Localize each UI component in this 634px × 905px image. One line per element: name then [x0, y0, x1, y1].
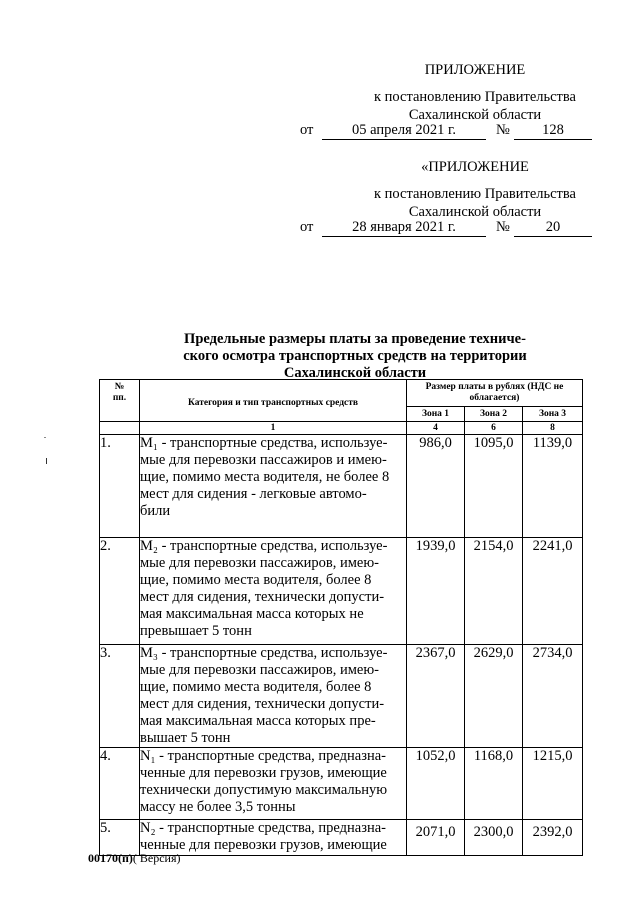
- pp-label: пп.: [112, 393, 127, 403]
- category-line: щие, помимо места водителя, не более 8: [140, 469, 390, 485]
- row-number: 5.: [100, 820, 140, 856]
- index-cell-zone2: 6: [465, 422, 523, 435]
- fee-zone3: 1139,0: [523, 435, 583, 538]
- row-number: 3.: [100, 645, 140, 748]
- col-header-zone3: Зона 3: [523, 407, 583, 422]
- row-number: 4.: [100, 748, 140, 820]
- title-line: Предельные размеры платы за проведение техниче-: [184, 331, 526, 347]
- fee-zone3: 2392,0: [523, 820, 583, 856]
- fee-rows: [100, 435, 583, 856]
- index-cell-zone1: 4: [407, 422, 465, 435]
- appendix-date-row: [300, 122, 596, 142]
- category-line: щие, помимо места водителя, более 8: [140, 679, 372, 695]
- col-header-zone2: Зона 2: [465, 407, 523, 422]
- fee-zone2: 1095,0: [465, 435, 523, 538]
- appendix-resolution-line: к постановлению Правительства: [374, 89, 576, 105]
- category-line: мые для перевозки пассажиров, имею-: [140, 555, 380, 571]
- category-line: мые для перевозки пассажиров, имею-: [140, 662, 380, 678]
- fee-table: [99, 379, 583, 856]
- category-line: вышает 5 тонн: [140, 730, 231, 746]
- row-number: 1.: [100, 435, 140, 538]
- title-line: ского осмотра транспортных средств на территории: [183, 348, 527, 364]
- category-line: мест для сидения, технически допусти-: [140, 696, 385, 712]
- col-header-zone1: Зона 1: [407, 407, 465, 422]
- row-category: [140, 435, 407, 538]
- appendix-title-2: «ПРИЛОЖЕНИЕ: [421, 159, 529, 175]
- category-line: М₂ - транспортные средства, используе-: [140, 538, 388, 554]
- footer: [88, 851, 181, 866]
- scan-speck: [46, 458, 47, 464]
- category-line: мест для сидения, технически допусти-: [140, 589, 385, 605]
- fee-zone2: 2629,0: [465, 645, 523, 748]
- fee-zone1: 2071,0: [407, 820, 465, 856]
- fee-zone2: 2300,0: [465, 820, 523, 856]
- index-cell-zone3: 8: [523, 422, 583, 435]
- index-cell-empty: [100, 422, 140, 435]
- number-sign: №: [496, 219, 510, 235]
- appendix-title: ПРИЛОЖЕНИЕ: [424, 62, 526, 78]
- category-line: массу не более 3,5 тонны: [140, 799, 296, 815]
- fee-zone3: 2734,0: [523, 645, 583, 748]
- category-line: М₁ - транспортные средства, используе-: [140, 435, 388, 451]
- number-sign: №: [496, 122, 510, 138]
- category-line: мые для перевозки пассажиров и имею-: [140, 452, 387, 468]
- table-row: [100, 748, 583, 820]
- resolution-date-2: 28 января 2021 г.: [322, 219, 486, 237]
- fee-zone1: 986,0: [407, 435, 465, 538]
- category-line: мая максимальная масса которых пре-: [140, 713, 376, 729]
- fee-zone1: 1939,0: [407, 538, 465, 645]
- category-line: мест для сидения - легковые автомо-: [140, 486, 367, 502]
- scan-speck: [44, 437, 46, 438]
- footer-version: ( Версия): [132, 851, 181, 865]
- fee-zone2: 2154,0: [465, 538, 523, 645]
- document-title: [140, 331, 570, 382]
- category-line: N₁ - транспортные средства, предназна-: [140, 748, 386, 764]
- table-row: [100, 645, 583, 748]
- resolution-number-2: 20: [514, 219, 592, 237]
- no-sign: №: [114, 382, 125, 392]
- appendix-region-line: Сахалинской области: [408, 107, 542, 123]
- resolution-date: 05 апреля 2021 г.: [322, 122, 486, 140]
- appendix-region-line-2: Сахалинской области: [408, 204, 542, 220]
- col-header-fee: Размер платы в рублях (НДС не облагается): [407, 380, 583, 407]
- ot-label: от: [300, 219, 314, 235]
- fee-zone1: 1052,0: [407, 748, 465, 820]
- row-category: [140, 538, 407, 645]
- category-line: N₂ - транспортные средства, предназна-: [140, 820, 386, 836]
- table-row: [100, 435, 583, 538]
- ot-label: от: [300, 122, 314, 138]
- fee-zone3: 2241,0: [523, 538, 583, 645]
- category-line: мая максимальная масса которых не: [140, 606, 364, 622]
- col-header-no: [100, 380, 140, 422]
- footer-code: 00170(п): [88, 851, 133, 865]
- row-category: [140, 748, 407, 820]
- fee-zone1: 2367,0: [407, 645, 465, 748]
- category-line: технически допустимую максимальную: [140, 782, 388, 798]
- category-line: М₃ - транспортные средства, используе-: [140, 645, 388, 661]
- appendix-resolution-line-2: к постановлению Правительства: [374, 186, 576, 202]
- category-line: щие, помимо места водителя, более 8: [140, 572, 372, 588]
- category-line: ченные для перевозки грузов, имеющие: [140, 837, 387, 853]
- resolution-number: 128: [514, 122, 592, 140]
- appendix-date-row-2: [300, 219, 596, 239]
- category-line: били: [140, 503, 171, 519]
- row-category: [140, 645, 407, 748]
- table-row: [100, 538, 583, 645]
- row-number: 2.: [100, 538, 140, 645]
- col-header-category: Категория и тип транспортных средств: [140, 380, 407, 422]
- fee-zone3: 1215,0: [523, 748, 583, 820]
- category-line: ченные для перевозки грузов, имеющие: [140, 765, 387, 781]
- index-cell-category: 1: [140, 422, 407, 435]
- fee-zone2: 1168,0: [465, 748, 523, 820]
- title-line: Сахалинской области: [283, 365, 427, 381]
- category-line: превышает 5 тонн: [140, 623, 252, 639]
